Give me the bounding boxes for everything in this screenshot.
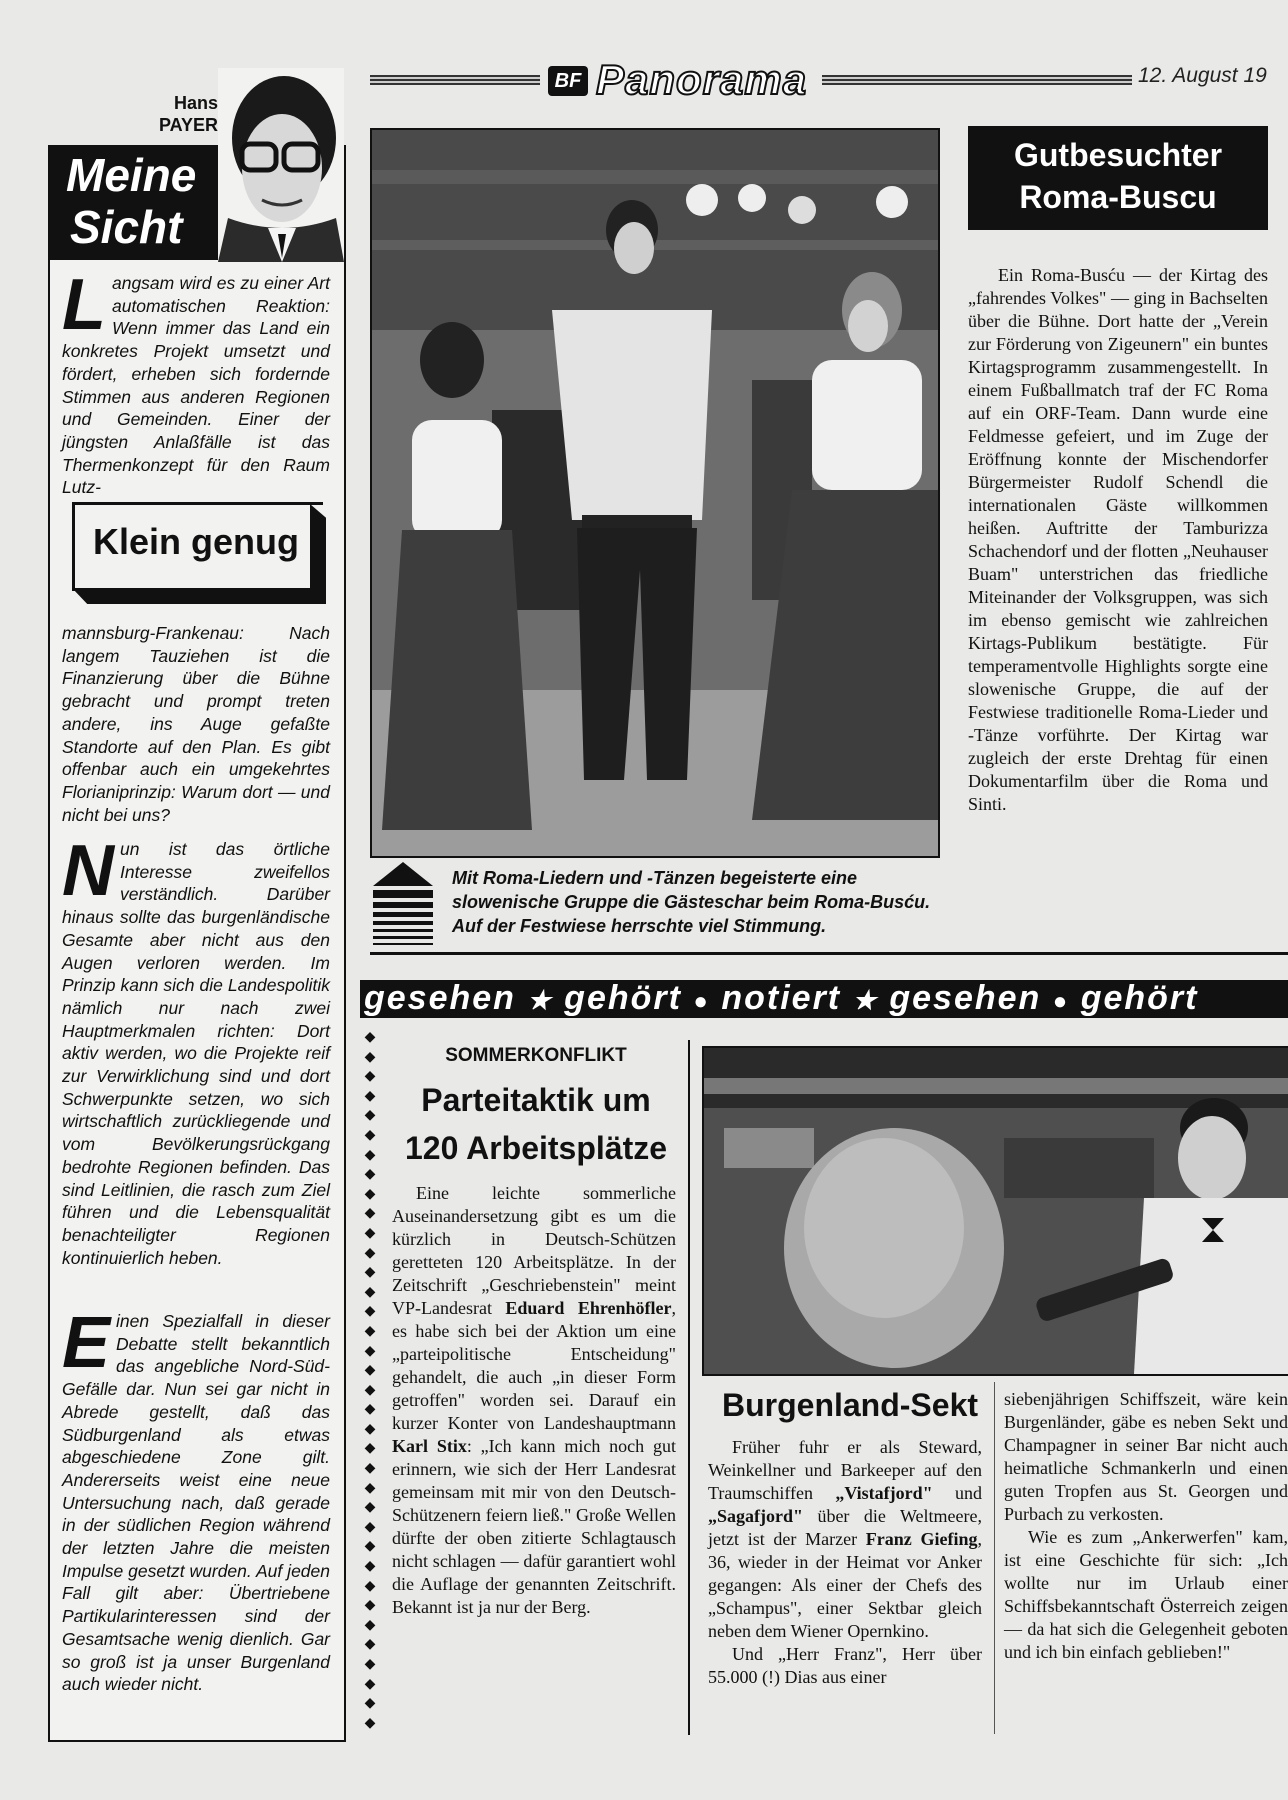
column-paragraph-4-text: inen Spezialfall in dieser Debatte stellt bekanntlich das angebliche Nord-Süd-Gefälle dar. Nun sei gar nicht in Abrede gestellt, daß das Südburgenland als etwas abgeschiedene Zone gilt. Andererseits weist eine neue Untersuchung nach, daß gerade in der südlichen Region während der letzten Jahre die meisten Impulse gesetzt wurden. Auf jeden Fall gilt aber: Übertriebene Partikularinteressen sind der Gesamtsache wenig dienlich. Gar so groß ist ja unser Burgenland auch wieder nicht. bbox=[62, 1311, 330, 1695]
star-icon: ★ bbox=[852, 985, 878, 1015]
column-paragraph-2: mannsburg-Frankenau: Nach langem Tauziehen ist die Finanzierung über die Bühne gebracht und prompt treten andere, ins Auge gefaßte Standorte auf den Plan. Es gibt offenbar auch ein umgekehrtes Florianiprinzip: Warum dort — und nicht bei uns? bbox=[62, 623, 330, 825]
sekt-col2-paragraph-2: Wie es zum „Ankerwerfen" kam, ist eine Geschichte für sich: „Ich wollte nur im Urlaub einer Schiffsbekanntschaft Österreich zeigen — da hat sich die Gelegenheit geboten und ich bin einfach geblieben!" bbox=[1004, 1527, 1288, 1662]
sekt-col2-paragraph-1: siebenjährigen Schiffszeit, wäre kein Burgenländer, gäbe es neben Sekt und Champagner in seiner Bar nicht auch heimatliche Schmankerln und einen guten Tropfen aus St. Georgen und Purbach zu verkosten. bbox=[1004, 1389, 1288, 1524]
sommer-title bbox=[392, 1076, 680, 1172]
author-last-name: PAYER bbox=[158, 115, 218, 135]
sekt-ship-2: „Sagafjord" bbox=[708, 1506, 803, 1526]
sekt-text-b: und bbox=[932, 1483, 982, 1503]
banner-word-1: gesehen bbox=[364, 980, 516, 1017]
caption-arrow-icon bbox=[373, 862, 433, 952]
dot-icon: ● bbox=[1052, 988, 1070, 1015]
author-photo bbox=[218, 68, 344, 262]
header-logo: BF bbox=[548, 66, 588, 96]
roma-title-line-1: Gutbesuchter bbox=[1013, 137, 1223, 173]
column-divider bbox=[688, 1040, 690, 1735]
sekt-bar-photo bbox=[702, 1046, 1288, 1376]
banner-word-5: gehört bbox=[1080, 980, 1199, 1017]
column-paragraph-3-text: un ist das örtliche Interesse zweifellos verständlich. Darüber hinaus sollte das burgenländische Gesamte aber nicht aus den Augen verloren werden. Im Prinzip kann sich die Landespolitik nämlich nur nach zwei Hauptmerkmalen richten: Dort aktiv werden, wo die Projekte reif zur Verwirklichung sind und dort Schwerpunkte setzen, wo sich wirtschaftlich zurückliegende und vom Bevölkerungsrückgang bedrohte Regionen befinden. Das sind Leitlinien, die rasch zum Ziel führen und die Lebensqualität benachteiligter Regionen kontinuierlich heben. bbox=[62, 839, 330, 1268]
dropcap-n: N bbox=[62, 831, 114, 911]
diamond-border: ◆ ◆ ◆ ◆ ◆ ◆ ◆ ◆ ◆ ◆ ◆ ◆ ◆ ◆ ◆ ◆ ◆ ◆ ◆ ◆ ◆ ◆ ◆ ◆ ◆ ◆ ◆ ◆ ◆ ◆ ◆ ◆ ◆ ◆ ◆ ◆ bbox=[364, 1030, 376, 1731]
sekt-article-col-2 bbox=[1004, 1388, 1288, 1736]
section-title: Panorama bbox=[596, 56, 808, 103]
sommer-text-a: Eine leichte sommerliche Auseinandersetzung gibt es um die kürzlich in Deutsch-Schützen geretteten 120 Arbeitsplätze. In der Zeitschrift „Geschriebenstein" meint VP-Landesrat bbox=[392, 1183, 676, 1318]
sommer-title-line-1: Parteitaktik um bbox=[421, 1082, 651, 1118]
page-date: 12. August 19 bbox=[1138, 64, 1267, 87]
sekt-ship-1: „Vistafjord" bbox=[835, 1483, 933, 1503]
sommer-name-1: Eduard Ehrenhöfler bbox=[505, 1298, 672, 1318]
column-paragraph-1-text: angsam wird es zu einer Art automatischen Reaktion: Wenn immer das Land ein konkretes Projekt umsetzt und fördert, erheben sich fordernde Stimmen aus anderen Regionen und Gemeinden. Einer der jüngsten Anlaßfälle ist das Thermenkonzept für den Raum Lutz- bbox=[62, 273, 330, 498]
subtitle-shadow-bottom bbox=[72, 588, 326, 604]
sekt-name: Franz Giefing bbox=[865, 1529, 978, 1549]
sommer-text-c: : „Ich kann mich noch gut erinnern, wie sich der Herr Landesrat gemeinsam mit mir von den Deutsch-Schützenern feiern ließ." Große Wellen dürfte der oben zitierte Schlagtausch nicht schlagen — dafür garantiert wohl die Auflage der genannten Zeitschrift. Bekannt ist ja nur der Berg. bbox=[392, 1436, 676, 1617]
banner-word-4: gesehen bbox=[889, 980, 1042, 1017]
column-paragraph-3 bbox=[62, 831, 330, 1298]
column-title-line-1: Meine bbox=[66, 149, 197, 201]
roma-article-body: Ein Roma-Busću — der Kirtag des „fahrendes Volkes" — ging in Bachselten über die Bühne. Dort hatte der „Verein zur Förderung von Zigeunern" ein buntes Kirtagsprogramm zusammengestellt. In einem Fußballmatch traf der FC Roma auf ein ORF-Team. Dann wurde eine Feldmesse gefeiert, und im Zuge der Eröffnung konnte der Mischendorfer Bürgermeister Rudolf Schendl die internationalen Gäste willkommen heißen. Auftritte der Tamburizza Schachendorf und der flotten „Neuhauser Buam" unterstrichen das friedliche Miteinander der Volksgruppen, was sich im ebenso gemischt wie zahlreichen Kirtags-Publikum bestätigte. Für temperamentvolle Highlights sorgte eine slowenische Gruppe, die auf der Festwiese traditionelle Roma-Lieder und -Tänze vorführte. Der Kirtag war zugleich der erste Drehtag für einen Dokumentarfilm über die Roma und Sinti. bbox=[968, 265, 1268, 814]
sommer-text-b: , es habe sich bei der Aktion um eine „parteipolitische Entscheidung" gehandelt, die auch „in dieser Form getroffen" worden sei. Darauf ein kurzer Konter von Landeshauptmann bbox=[392, 1298, 676, 1433]
sekt-text-c: über die Weltmeere, jetzt ist der Marzer bbox=[708, 1506, 982, 1549]
sekt-paragraph-2: Und „Herr Franz", Herr über 55.000 (!) Dias aus einer bbox=[708, 1644, 982, 1687]
sommer-title-line-2: 120 Arbeitsplätze bbox=[404, 1130, 668, 1166]
roma-title bbox=[968, 134, 1268, 218]
header-rule-left bbox=[370, 75, 540, 85]
dropcap-l: L bbox=[62, 265, 106, 345]
sekt-paragraph-1 bbox=[708, 1436, 982, 1643]
subtitle-title: Klein genug bbox=[93, 521, 299, 562]
sekt-article-col-1 bbox=[708, 1436, 982, 1736]
star-icon: ★ bbox=[527, 985, 553, 1015]
column-title-line-2: Sicht bbox=[70, 201, 183, 253]
header-rule-right bbox=[822, 75, 1132, 85]
sekt-text-d: , 36, wieder in der Heimat vor Anker gegangen: Als einer der Chefs des „Schampus", einer Sektbar gleich neben dem Wiener Opernkino. bbox=[708, 1529, 982, 1641]
photo-caption: Mit Roma-Liedern und -Tänzen begeisterte eine slowenische Gruppe die Gästeschar beim Roma-Busću. Auf der Festwiese herrschte viel Stimmung. bbox=[452, 868, 931, 936]
column-title-block bbox=[48, 145, 218, 260]
dot-icon: ● bbox=[693, 988, 710, 1015]
section-divider bbox=[370, 952, 1288, 955]
dropcap-e: E bbox=[62, 1303, 111, 1383]
banner-word-2: gehört bbox=[564, 980, 682, 1017]
roma-dance-photo bbox=[370, 128, 940, 858]
roma-title-line-2: Roma-Buscu bbox=[1019, 179, 1217, 215]
column-paragraph-4 bbox=[62, 1303, 330, 1730]
sekt-text-a: Früher fuhr er als Steward, Weinkellner und Barkeeper auf den Traumschiffen bbox=[708, 1437, 982, 1503]
author-name bbox=[108, 92, 218, 136]
gesehen-banner bbox=[360, 980, 1288, 1018]
sekt-title: Burgenland-Sekt bbox=[721, 1387, 979, 1423]
author-first-name: Hans bbox=[173, 93, 218, 113]
sommer-kicker: SOMMERKONFLIKT bbox=[445, 1045, 627, 1066]
column-paragraph-1 bbox=[62, 265, 330, 498]
sommer-name-2: Karl Stix bbox=[392, 1436, 467, 1456]
banner-word-3: notiert bbox=[721, 980, 842, 1017]
sommer-article-body bbox=[392, 1182, 676, 1732]
sekt-column-divider bbox=[994, 1382, 995, 1734]
